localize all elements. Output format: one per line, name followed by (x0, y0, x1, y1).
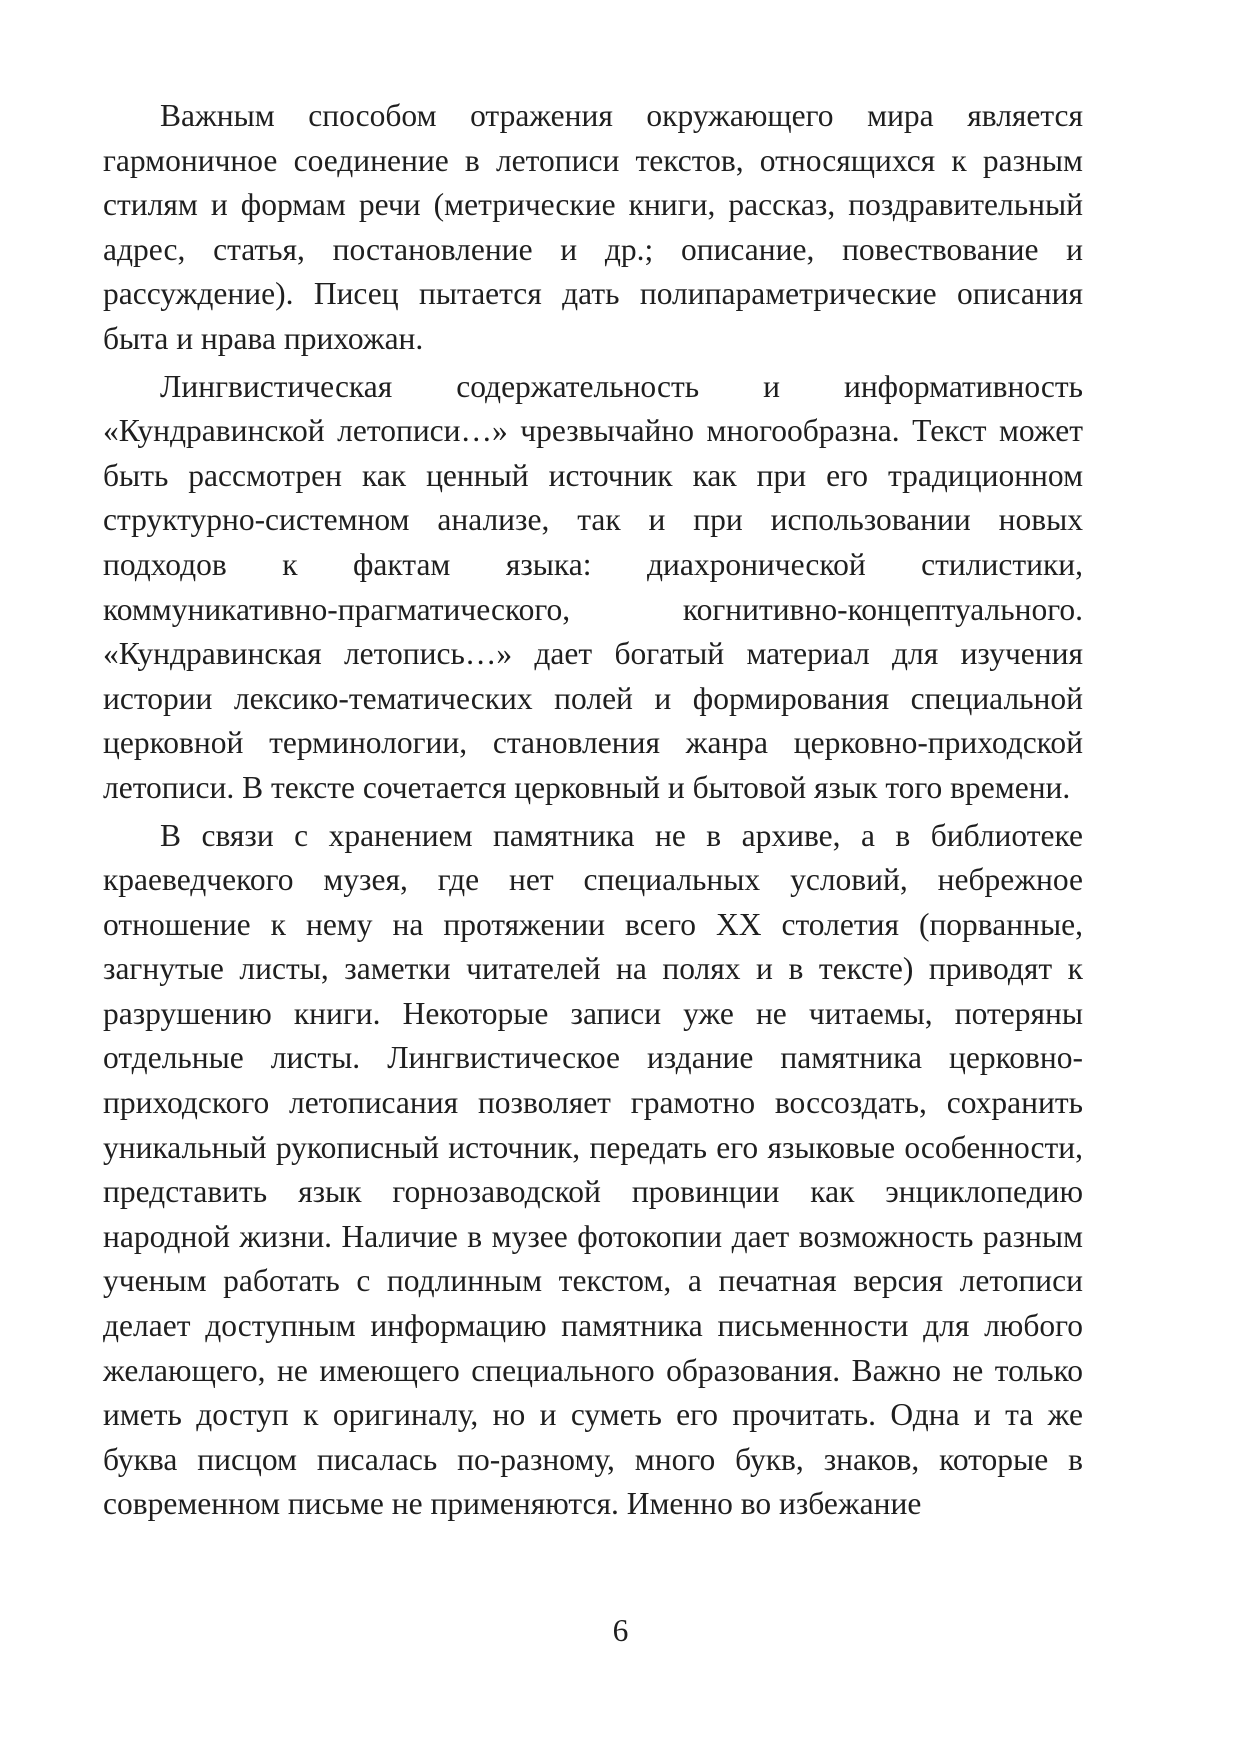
paragraph-1: Важным способом отражения окружающего мира является гармоничное соединение в летописи текстов, относящихся к разным стилям и формам речи (метрические книги, рассказ, поздравительный адрес, статья, постановление и др.; описание, повествование и рассуждение). Писец пытается дать полипараметрические описания быта и нрава прихожан. (103, 98, 1083, 356)
page-number: 6 (612, 1613, 629, 1648)
paragraph-2: Лингвистическая содержательность и информативность «Кундравинской летописи…» чрезвычайно многообразна. Текст может быть рассмотрен как ценный источник как при его традиционном структурно-системном анализе, так и при использовании новых подходов к фактам языка: диахронической стилистики, коммуникативно-прагматического, когнитивно-концептуального. «Кундравинская летопись…» дает богатый материал для изучения истории лексико-тематических полей и формирования специальной церковной терминологии, становления жанра церковно-приходской летописи. В тексте сочетается церковный и бытовой язык того времени. (103, 368, 1083, 805)
document-page (103, 94, 1083, 1527)
paragraph-3: В связи с хранением памятника не в архиве, а в библиотеке краеведчекого музея, где нет специальных условий, небрежное отношение к нему на протяжении всего XX столетия (порванные, загнутые листы, заметки читателей на полях и в тексте) приводят к разрушению книги. Некоторые записи уже не читаемы, потеряны отдельные листы. Лингвистическое издание памятника церковно-приходского летописания позволяет грамотно воссоздать, сохранить уникальный рукописный источник, передать его языковые особенности, представить язык горнозаводской провинции как энциклопедию народной жизни. Наличие в музее фотокопии дает возможность разным ученым работать с подлинным текстом, а печатная версия летописи делает доступным информацию памятника письменности для любого желающего, не имеющего специального образования. Важно не только иметь доступ к оригиналу, но и суметь его прочитать. Одна и та же буква писцом писалась по-разному, много букв, знаков, которые в современном письме не применяются. Именно во избежание (103, 817, 1083, 1522)
